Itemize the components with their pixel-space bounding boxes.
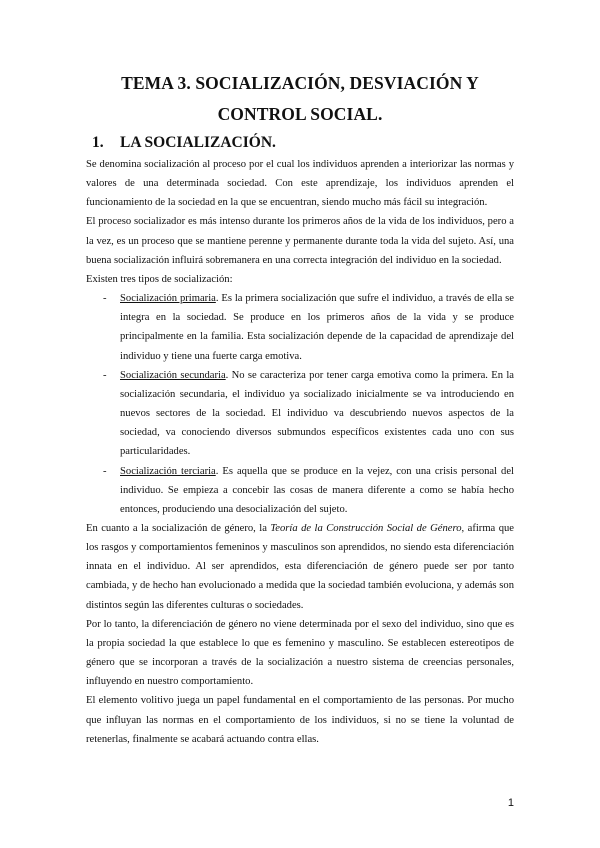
list-bullet: - xyxy=(103,369,107,381)
paragraph-volition: El elemento volitivo juega un papel fundamental en el comportamiento de las personas. Por mucho que influyan las normas en el comportamiento de los individuos, si no se tiene la voluntad de retenerlas, finalmente se acabará actuando contra ellas. xyxy=(86,695,514,745)
socialization-types-list xyxy=(86,289,514,519)
paragraph-gender-end: , afirma que los rasgos y comportamientos femeninos y masculinos son aprendidos, no siendo esta diferenciación innata en el individuo. Al ser aprendidos, esta diferenciación de género puede ser por tanto cambiada, y de hecho han evolucionado a medida que la sociedad también evoluciona, y además son distintos según las diferentes culturas o sociedades. xyxy=(86,522,514,611)
list-item-primary xyxy=(86,289,514,366)
list-item-text: . No se caracteriza por tener carga emotiva como la primera. En la socialización secundaria, el individuo ya socializado inicialmente se va introduciendo en nuevos sectores de la sociedad. El individuo va descubriendo nuevos aspectos de la sociedad, va conociendo diversos submundos específicos existentes cada uno con sus particularidades. xyxy=(120,369,514,458)
list-item-text: . Es aquella que se produce en la vejez, con una crisis personal del individuo. Se empieza a concebir las cosas de manera diferente a como se había hecho entonces, produciendo una desocialización del sujeto. xyxy=(120,465,514,515)
term-tertiary: Socialización terciaria xyxy=(120,465,216,477)
paragraph-stereotypes: Por lo tanto, la diferenciación de género no viene determinada por el sexo del individuo, sino que es la propia sociedad la que establece lo que es femenino y masculino. Se establecen estereotipos de género que se incorporan a través de la socialización a nuestro sistema de creencias personales, influyendo en nuestro comportamiento. xyxy=(86,618,514,688)
title-line-2: CONTROL SOCIAL. xyxy=(217,104,383,124)
list-item-text: . Es la primera socialización que sufre el individuo, a través de ella se integra en la sociedad. Se produce en los primeros años de la vida y se produce principalmente en la familia. Esta socialización depende de la capacidad de aprendizaje del individuo y tiene una fuerte carga emotiva. xyxy=(120,293,514,362)
paragraph-gender-start: En cuanto a la socialización de género, la xyxy=(86,522,271,534)
theory-name: Teoría de la Construcción Social de Género xyxy=(270,522,462,534)
term-primary: Socialización primaria xyxy=(120,293,216,305)
document-body xyxy=(86,155,514,749)
paragraph-gender xyxy=(86,519,514,615)
page-number: 1 xyxy=(507,797,514,809)
section-number: 1. xyxy=(92,134,104,151)
list-bullet: - xyxy=(103,465,107,477)
list-item-tertiary xyxy=(86,462,514,519)
list-item-secondary xyxy=(86,366,514,462)
title-line-1: TEMA 3. SOCIALIZACIÓN, DESVIACIÓN Y xyxy=(121,73,479,93)
term-secondary: Socialización secundaria xyxy=(120,369,226,381)
document-title xyxy=(70,68,530,130)
paragraph-definition: Se denomina socialización al proceso por el cual los individuos aprenden a interiorizar las normas y valores de una determinada sociedad. Con este aprendizaje, los individuos aprenden el funcionamiento de la sociedad en la que se encuentran, siendo mucho más fácil su integración. xyxy=(86,159,514,209)
paragraph-types-intro: Existen tres tipos de socialización: xyxy=(86,273,233,285)
list-bullet: - xyxy=(103,293,107,305)
section-heading xyxy=(92,134,276,152)
section-title: LA SOCIALIZACIÓN. xyxy=(120,134,276,151)
paragraph-process: El proceso socializador es más intenso durante los primeros años de la vida de los individuos, pero a la vez, es un proceso que se mantiene perenne y permanente durante toda la vida del sujeto. Así, una buena socialización influirá sobremanera en una correcta integración del individuo en la sociedad. xyxy=(86,216,514,266)
